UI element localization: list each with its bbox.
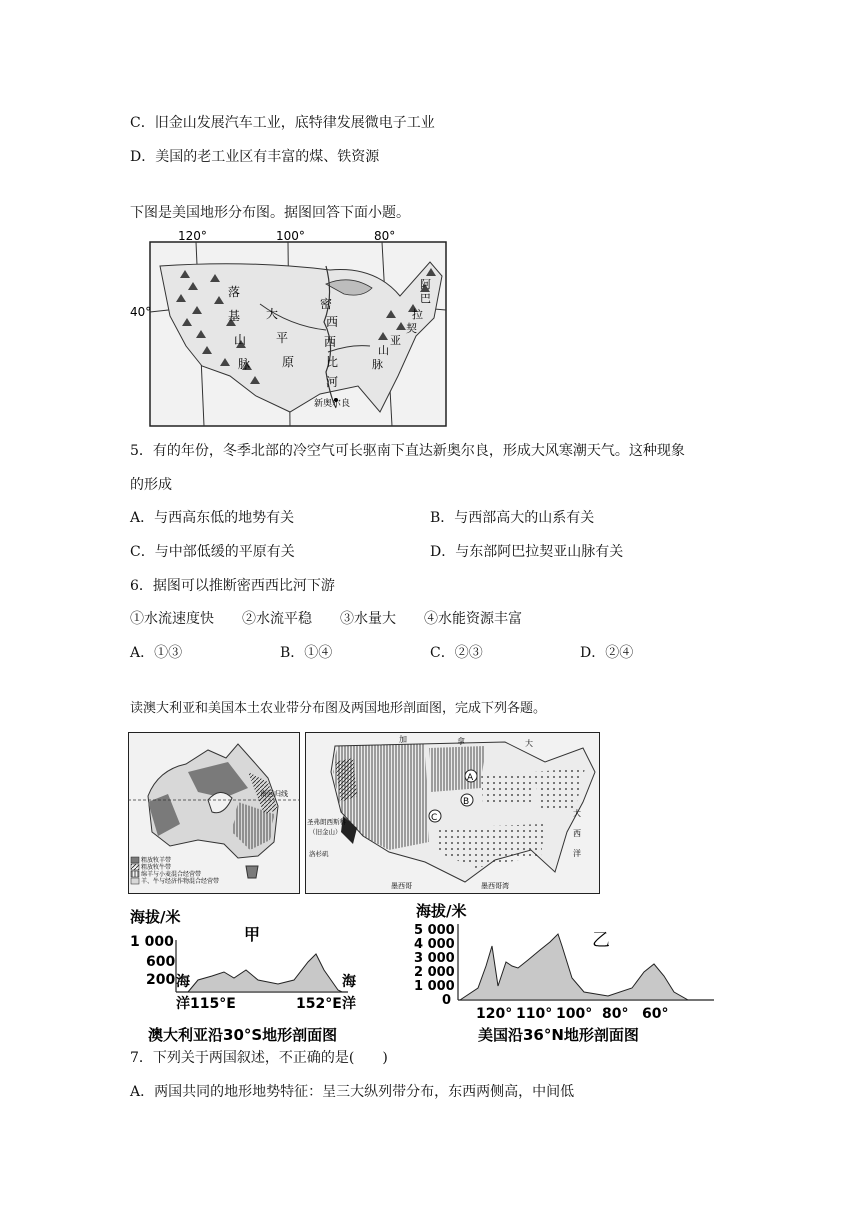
us-x-110: 110° [516,1006,553,1022]
rocky-1: 落 [228,285,241,299]
aus-caption: 澳大利亚沿30°S地形剖面图 [148,1026,338,1044]
intro-map2: 读澳大利亚和美国本土农业带分布图及两国地形剖面图，完成下列各题。 [130,701,547,716]
app-3: 拉 [412,308,423,321]
canada-3: 大 [525,739,533,748]
q6-stem: 6．据图可以推断密西西比河下游 [130,578,335,594]
intro-map1: 下图是美国地形分布图。据图回答下面小题。 [130,205,410,221]
plain-1: 大 [266,307,279,321]
app-4: 契 [406,322,417,335]
river-3: 西 [324,335,337,349]
australia-profile [128,900,368,1050]
sf-label-2: （旧金山） [309,828,342,836]
aus-sea-right-2: 洋 [342,996,356,1012]
aus-sea-right-1: 海 [342,974,356,990]
us-profile [412,900,722,1050]
us-ytick-3000: 3 000 [414,951,455,966]
option-c-prev: C．旧金山发展汽车工业，底特律发展微电子工业 [130,115,435,131]
option-d-prev: D．美国的老工业区有丰富的煤、铁资源 [130,149,380,165]
us-ylabel: 海拔/米 [416,902,467,920]
us-caption: 美国沿36°N地形剖面图 [478,1026,639,1044]
aus-ytick-1000: 1 000 [130,934,174,950]
aus-sea-left-2: 洋 [176,996,190,1012]
aus-tag: 甲 [244,925,261,944]
q5-option-c: C．与中部低缓的平原有关 [130,544,295,560]
q6-option-a: A．①③ [130,645,183,661]
app-5: 亚 [390,334,401,347]
aus-ytick-600: 600 [146,954,176,970]
q5-option-b: B．与西部高大的山系有关 [430,510,595,526]
marker-a: A [467,773,474,783]
marker-b: B [463,797,470,807]
usa-agri-map [305,732,600,894]
river-5: 河 [326,375,339,389]
aus-x-152: 152°E [296,996,342,1012]
q5-option-a: A．与西高东低的地势有关 [130,510,295,526]
q6-option-d: D．②④ [580,645,634,661]
plain-3: 原 [282,355,295,369]
app-2: 巴 [420,292,431,305]
canada-1: 加 [399,735,407,744]
us-x-120: 120° [476,1006,513,1022]
rocky-2: 基 [228,309,241,323]
river-1: 密 [320,297,333,311]
rocky-3: 山 [234,333,247,347]
aus-x-115: 115°E [190,996,236,1012]
canada-2: 拿 [457,737,465,746]
us-x-80: 80° [602,1006,629,1022]
sf-label: 圣弗朗西斯科 [307,818,346,826]
q5-stem-2: 的形成 [130,477,172,493]
lat-40: 40° [130,305,152,319]
us-ytick-1000: 1 000 [414,979,455,994]
aus-sea-left-1: 海 [176,974,190,990]
plain-2: 平 [276,331,289,345]
river-2: 西 [326,315,339,329]
q6-option-c: C．②③ [430,645,483,661]
gulf-label: 墨西哥湾 [481,882,509,890]
river-4: 比 [326,355,339,369]
app-6: 山 [378,344,389,357]
rocky-4: 脉 [238,357,251,371]
legend-3: 绵羊与小麦混合经营带 [141,871,202,878]
australia-agri-map [128,732,300,894]
q5-stem-1: 5．有的年份，冬季北部的冷空气可长驱南下直达新奥尔良，形成大风寒潮天气。这种现象 [130,443,685,459]
us-tag: 乙 [592,930,610,951]
us-ytick-2000: 2 000 [414,965,455,980]
us-ytick-4000: 4 000 [414,937,455,952]
lon-120: 120° [178,229,207,243]
q5-option-d: D．与东部阿巴拉契亚山脉有关 [430,544,624,560]
q7-stem: 7．下列关于两国叙述，不正确的是( ) [130,1050,388,1066]
aus-ytick-200: 200 [146,972,176,988]
tropic-label: 南回归线 [260,790,288,798]
lon-100: 100° [276,229,305,243]
marker-c: C [431,813,438,823]
legend-1: 粗放牧羊带 [141,857,172,864]
mexico-label: 墨西哥 [391,882,412,890]
la-label: 洛杉矶 [309,850,329,858]
q6-option-b: B．①④ [280,645,333,661]
app-7: 脉 [372,358,383,371]
us-x-100: 100° [556,1006,593,1022]
atlantic-2: 西 [573,829,581,838]
new-orleans-label: 新奥尔良 [314,399,351,409]
aus-ylabel: 海拔/米 [130,908,181,926]
lon-80: 80° [374,229,396,243]
us-x-60: 60° [642,1006,669,1022]
q6-items: ①水流速度快 ②水流平稳 ③水量大 ④水能资源丰富 [130,611,522,627]
q7-option-a: A．两国共同的地形地势特征：呈三大纵列带分布，东西两侧高，中间低 [130,1084,575,1100]
us-ytick-5000: 5 000 [414,923,455,938]
atlantic-1: 大 [573,809,581,818]
app-1: 阿 [420,278,431,291]
legend-4: 羊、牛与经济作物混合经营带 [141,878,220,885]
us-landform-map [130,226,450,430]
legend-2: 粗放牧牛带 [141,864,172,871]
us-ytick-0: 0 [442,993,452,1008]
atlantic-3: 洋 [573,849,581,858]
